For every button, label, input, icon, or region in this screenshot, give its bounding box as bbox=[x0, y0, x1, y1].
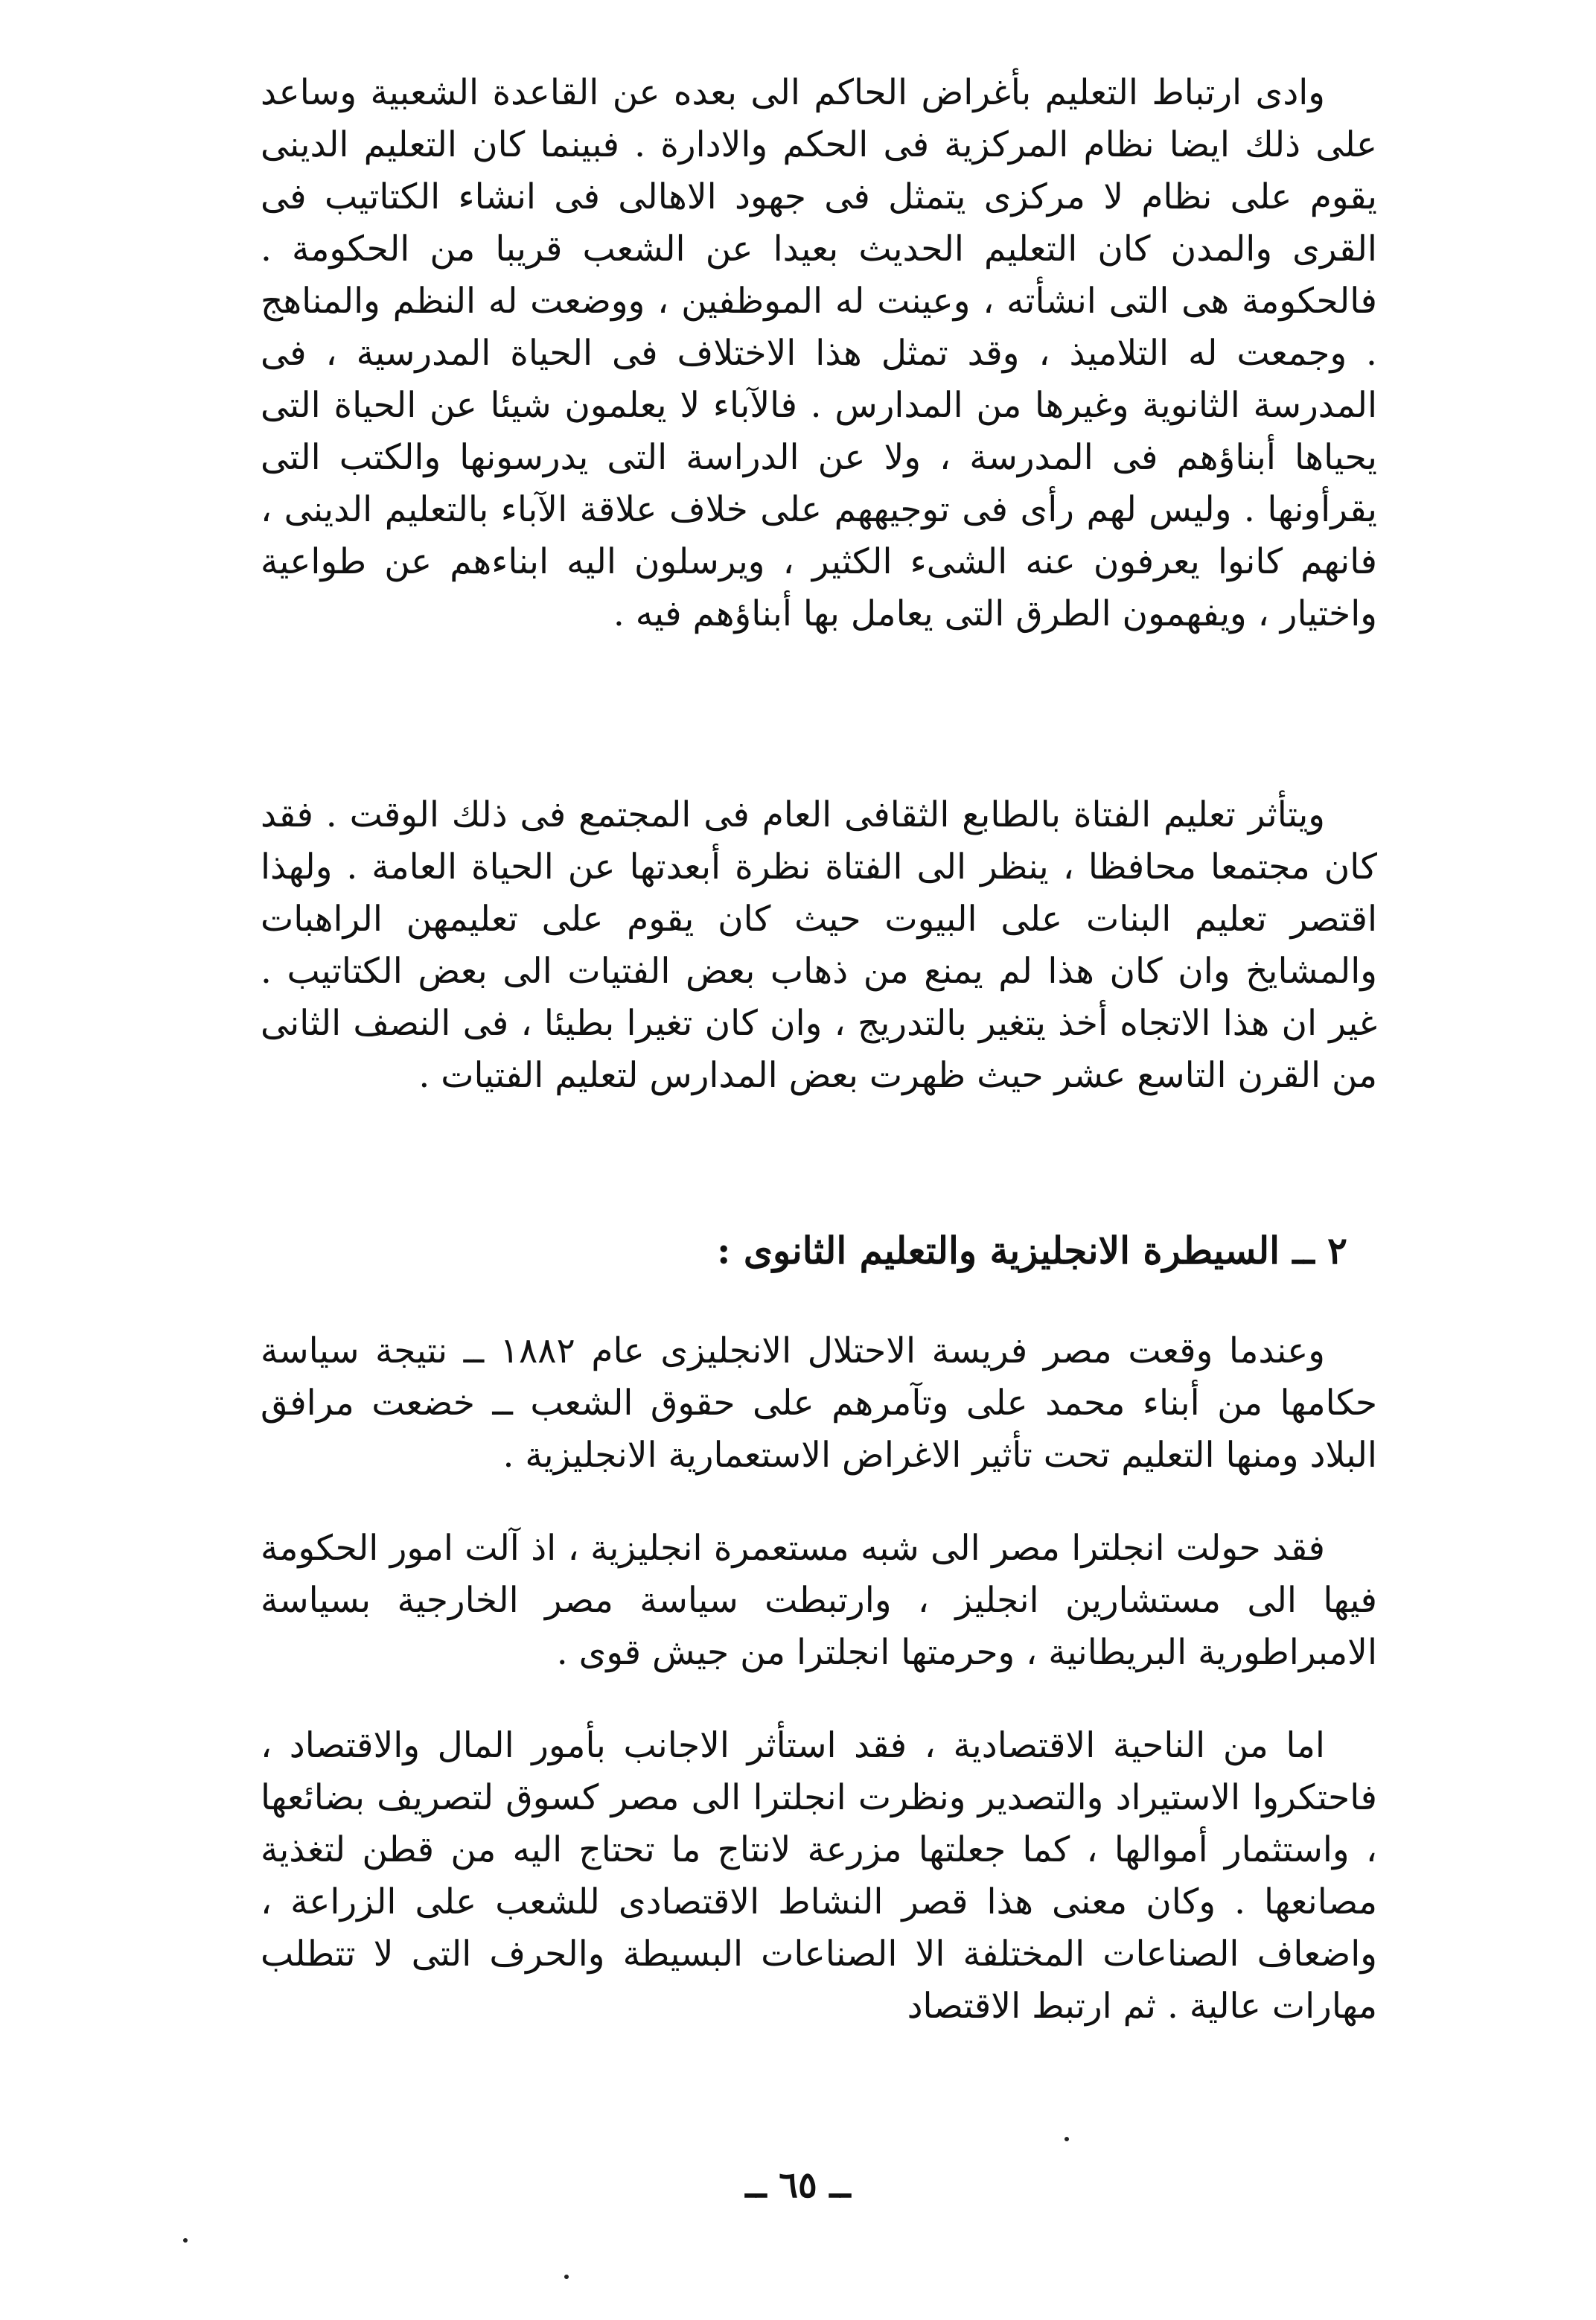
paragraph-british-occupation bbox=[261, 1325, 1377, 1482]
paragraph-2-text: ويتأثر تعليم الفتاة بالطابع الثقافى العام فى المجتمع فى ذلك الوقت . فقد كان مجتمعا محافظا ، ينظر الى الفتاة نظرة أبعدتها عن الحياة العامة . ولهذا اقتصر تعليم البنات على البيوت حيث كان يقوم على تعليمهن الراهبات والمشايخ وان كان هذا لم يمنع من ذهاب بعض الفتيات الى بعض الكتاتيب . غير ان هذا الاتجاه أخذ يتغير بالتدريج ، وان كان تغيرا بطيئا ، فى النصف الثانى من القرن التاسع عشر حيث ظهرت بعض المدارس لتعليم الفتيات . bbox=[261, 794, 1377, 1096]
scan-speck bbox=[1064, 2137, 1069, 2141]
page-number: ــ ٦٥ ــ bbox=[745, 2164, 851, 2206]
section-heading: ٢ ــ السيطرة الانجليزية والتعليم الثانوى : bbox=[717, 1228, 1347, 1272]
paragraph-girls-education bbox=[261, 789, 1377, 1102]
paragraph-education-and-rulers bbox=[261, 67, 1377, 640]
paragraph-economic-side bbox=[261, 1720, 1377, 2033]
paragraph-3-text: وعندما وقعت مصر فريسة الاحتلال الانجليزى عام ١٨٨٢ ــ نتيجة سياسة حكامها من أبناء محمد على وتآمرهم على حقوق الشعب ــ خضعت مرافق البلاد ومنها التعليم تحت تأثير الاغراض الاستعمارية الانجليزية . bbox=[261, 1331, 1377, 1476]
paragraph-4-text: فقد حولت انجلترا مصر الى شبه مستعمرة انجليزية ، اذ آلت امور الحكومة فيها الى مستشارين انجليز ، وارتبطت سياسة مصر الخارجية بسياسة الامبراطورية البريطانية ، وحرمتها انجلترا من جيش قوى . bbox=[261, 1528, 1377, 1673]
scan-speck bbox=[564, 2275, 569, 2279]
paragraph-5-text: اما من الناحية الاقتصادية ، فقد استأثر الاجانب بأمور المال والاقتصاد ، فاحتكروا الاستيراد والتصدير ونظرت انجلترا الى مصر كسوق لتصريف بضائعها ، واستثمار أموالها ، كما جعلتها مزرعة لانتاج ما تحتاج اليه من قطن لتغذية مصانعها . وكان معنى هذا قصر النشاط الاقتصادى للشعب على الزراعة ، واضعاف الصناعات المختلفة الا الصناعات البسيطة والحرف التى لا تتطلب مهارات عالية . ثم ارتبط الاقتصاد bbox=[261, 1725, 1377, 2027]
paragraph-1-text: وادى ارتباط التعليم بأغراض الحاكم الى بعده عن القاعدة الشعبية وساعد على ذلك ايضا نظام المركزية فى الحكم والادارة . فبينما كان التعليم الدينى يقوم على نظام لا مركزى يتمثل فى جهود الاهالى فى انشاء الكتاتيب فى القرى والمدن كان التعليم الحديث بعيدا عن الشعب قريبا من الحكومة . فالحكومة هى التى انشأته ، وعينت له الموظفين ، ووضعت له النظم والمناهج . وجمعت له التلاميذ ، وقد تمثل هذا الاختلاف فى الحياة المدرسية ، فى المدرسة الثانوية وغيرها من المدارس . فالآباء لا يعلمون شيئا عن الحياة التى يحياها أبناؤهم فى المدرسة ، ولا عن الدراسة التى يدرسونها والكتب التى يقرأونها . وليس لهم رأى فى توجيههم على خلاف علاقة الآباء بالتعليم الدينى ، فانهم كانوا يعرفون عنه الشىء الكثير ، ويرسلون اليه ابناءهم عن طواعية واختيار ، ويفهمون الطرق التى يعامل بها أبناؤهم فيه . bbox=[261, 72, 1377, 634]
scan-speck bbox=[183, 2238, 188, 2243]
paragraph-semi-colony bbox=[261, 1523, 1377, 1679]
